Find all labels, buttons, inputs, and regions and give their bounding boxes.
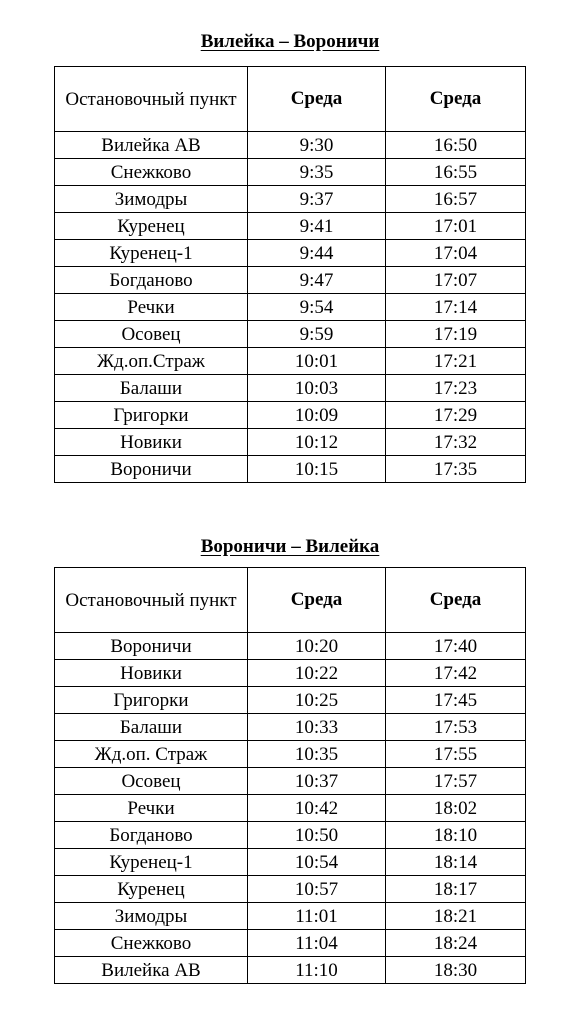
table-row: [55, 687, 526, 714]
departure-time-cell-1: 9:44: [248, 240, 386, 267]
departure-time-cell-1: 10:03: [248, 375, 386, 402]
stop-name-cell: Богданово: [55, 822, 248, 849]
column-header-day-1: Среда: [248, 568, 386, 633]
table-row: [55, 741, 526, 768]
stop-name-cell: Жд.оп. Страж: [55, 741, 248, 768]
stop-name-cell: Богданово: [55, 267, 248, 294]
departure-time-cell-1: 11:04: [248, 930, 386, 957]
column-header-stop: Остановочный пункт: [55, 67, 248, 132]
departure-time-cell-2: 17:04: [386, 240, 526, 267]
table-row: [55, 456, 526, 483]
departure-time-cell-1: 10:35: [248, 741, 386, 768]
table-body: [55, 633, 526, 984]
stop-name-cell: Куренец-1: [55, 240, 248, 267]
departure-time-cell-2: 16:55: [386, 159, 526, 186]
stop-name-cell: Зимодры: [55, 903, 248, 930]
table-row: [55, 429, 526, 456]
table-row: [55, 375, 526, 402]
departure-time-cell-2: 17:35: [386, 456, 526, 483]
departure-time-cell-2: 17:01: [386, 213, 526, 240]
departure-time-cell-1: 10:25: [248, 687, 386, 714]
table-row: [55, 132, 526, 159]
departure-time-cell-2: 18:21: [386, 903, 526, 930]
departure-time-cell-1: 10:01: [248, 348, 386, 375]
table-row: [55, 348, 526, 375]
departure-time-cell-2: 17:07: [386, 267, 526, 294]
departure-time-cell-2: 18:24: [386, 930, 526, 957]
column-header-stop: Остановочный пункт: [55, 568, 248, 633]
departure-time-cell-1: 10:12: [248, 429, 386, 456]
departure-time-cell-1: 9:54: [248, 294, 386, 321]
departure-time-cell-2: 18:17: [386, 876, 526, 903]
table-row: [55, 849, 526, 876]
departure-time-cell-1: 9:59: [248, 321, 386, 348]
departure-time-cell-2: 17:40: [386, 633, 526, 660]
table-row: [55, 267, 526, 294]
stop-name-cell: Балаши: [55, 375, 248, 402]
column-header-day-2: Среда: [386, 568, 526, 633]
table-row: [55, 957, 526, 984]
departure-time-cell-2: 18:02: [386, 795, 526, 822]
stop-name-cell: Речки: [55, 294, 248, 321]
stop-name-cell: Григорки: [55, 402, 248, 429]
departure-time-cell-1: 9:30: [248, 132, 386, 159]
departure-time-cell-1: 10:54: [248, 849, 386, 876]
stop-name-cell: Вилейка АВ: [55, 957, 248, 984]
table-row: [55, 213, 526, 240]
table-row: [55, 660, 526, 687]
table-row: [55, 633, 526, 660]
departure-time-cell-1: 10:20: [248, 633, 386, 660]
departure-time-cell-2: 18:10: [386, 822, 526, 849]
departure-time-cell-2: 17:42: [386, 660, 526, 687]
table-body: [55, 132, 526, 483]
table-header-row: [55, 568, 526, 633]
departure-time-cell-2: 17:57: [386, 768, 526, 795]
table-row: [55, 876, 526, 903]
route-title-vileyka-voronichi: Вилейка – Вороничи: [200, 31, 380, 52]
stop-name-cell: Куренец: [55, 213, 248, 240]
stop-name-cell: Новики: [55, 429, 248, 456]
departure-time-cell-2: 17:29: [386, 402, 526, 429]
departure-time-cell-1: 9:41: [248, 213, 386, 240]
departure-time-cell-1: 10:37: [248, 768, 386, 795]
departure-time-cell-2: 17:19: [386, 321, 526, 348]
stop-name-cell: Вороничи: [55, 633, 248, 660]
stop-name-cell: Новики: [55, 660, 248, 687]
stop-name-cell: Осовец: [55, 321, 248, 348]
departure-time-cell-2: 17:55: [386, 741, 526, 768]
schedule-table-vileyka-voronichi: [54, 66, 526, 483]
departure-time-cell-2: 17:32: [386, 429, 526, 456]
departure-time-cell-1: 10:50: [248, 822, 386, 849]
stop-name-cell: Григорки: [55, 687, 248, 714]
table-row: [55, 714, 526, 741]
schedule-table-voronichi-vileyka: [54, 567, 526, 984]
departure-time-cell-2: 17:14: [386, 294, 526, 321]
departure-time-cell-2: 17:45: [386, 687, 526, 714]
departure-time-cell-1: 9:47: [248, 267, 386, 294]
column-header-day-1: Среда: [248, 67, 386, 132]
departure-time-cell-2: 18:30: [386, 957, 526, 984]
table-row: [55, 930, 526, 957]
departure-time-cell-1: 10:33: [248, 714, 386, 741]
stop-name-cell: Жд.оп.Страж: [55, 348, 248, 375]
departure-time-cell-1: 10:09: [248, 402, 386, 429]
stop-name-cell: Вилейка АВ: [55, 132, 248, 159]
departure-time-cell-1: 9:37: [248, 186, 386, 213]
table-row: [55, 186, 526, 213]
table-row: [55, 402, 526, 429]
table-row: [55, 768, 526, 795]
departure-time-cell-2: 17:53: [386, 714, 526, 741]
departure-time-cell-2: 17:23: [386, 375, 526, 402]
stop-name-cell: Речки: [55, 795, 248, 822]
departure-time-cell-1: 11:10: [248, 957, 386, 984]
stop-name-cell: Куренец: [55, 876, 248, 903]
departure-time-cell-1: 9:35: [248, 159, 386, 186]
departure-time-cell-2: 18:14: [386, 849, 526, 876]
stop-name-cell: Снежково: [55, 930, 248, 957]
stop-name-cell: Балаши: [55, 714, 248, 741]
route-title-voronichi-vileyka: Вороничи – Вилейка: [200, 536, 380, 557]
table-row: [55, 294, 526, 321]
stop-name-cell: Зимодры: [55, 186, 248, 213]
table-row: [55, 903, 526, 930]
departure-time-cell-2: 17:21: [386, 348, 526, 375]
departure-time-cell-1: 10:22: [248, 660, 386, 687]
column-header-day-2: Среда: [386, 67, 526, 132]
stop-name-cell: Снежково: [55, 159, 248, 186]
departure-time-cell-1: 10:15: [248, 456, 386, 483]
table-header-row: [55, 67, 526, 132]
stop-name-cell: Осовец: [55, 768, 248, 795]
table-row: [55, 240, 526, 267]
table-row: [55, 321, 526, 348]
departure-time-cell-1: 10:57: [248, 876, 386, 903]
departure-time-cell-1: 10:42: [248, 795, 386, 822]
table-row: [55, 159, 526, 186]
departure-time-cell-1: 11:01: [248, 903, 386, 930]
table-row: [55, 795, 526, 822]
stop-name-cell: Куренец-1: [55, 849, 248, 876]
table-row: [55, 822, 526, 849]
departure-time-cell-2: 16:50: [386, 132, 526, 159]
departure-time-cell-2: 16:57: [386, 186, 526, 213]
stop-name-cell: Вороничи: [55, 456, 248, 483]
